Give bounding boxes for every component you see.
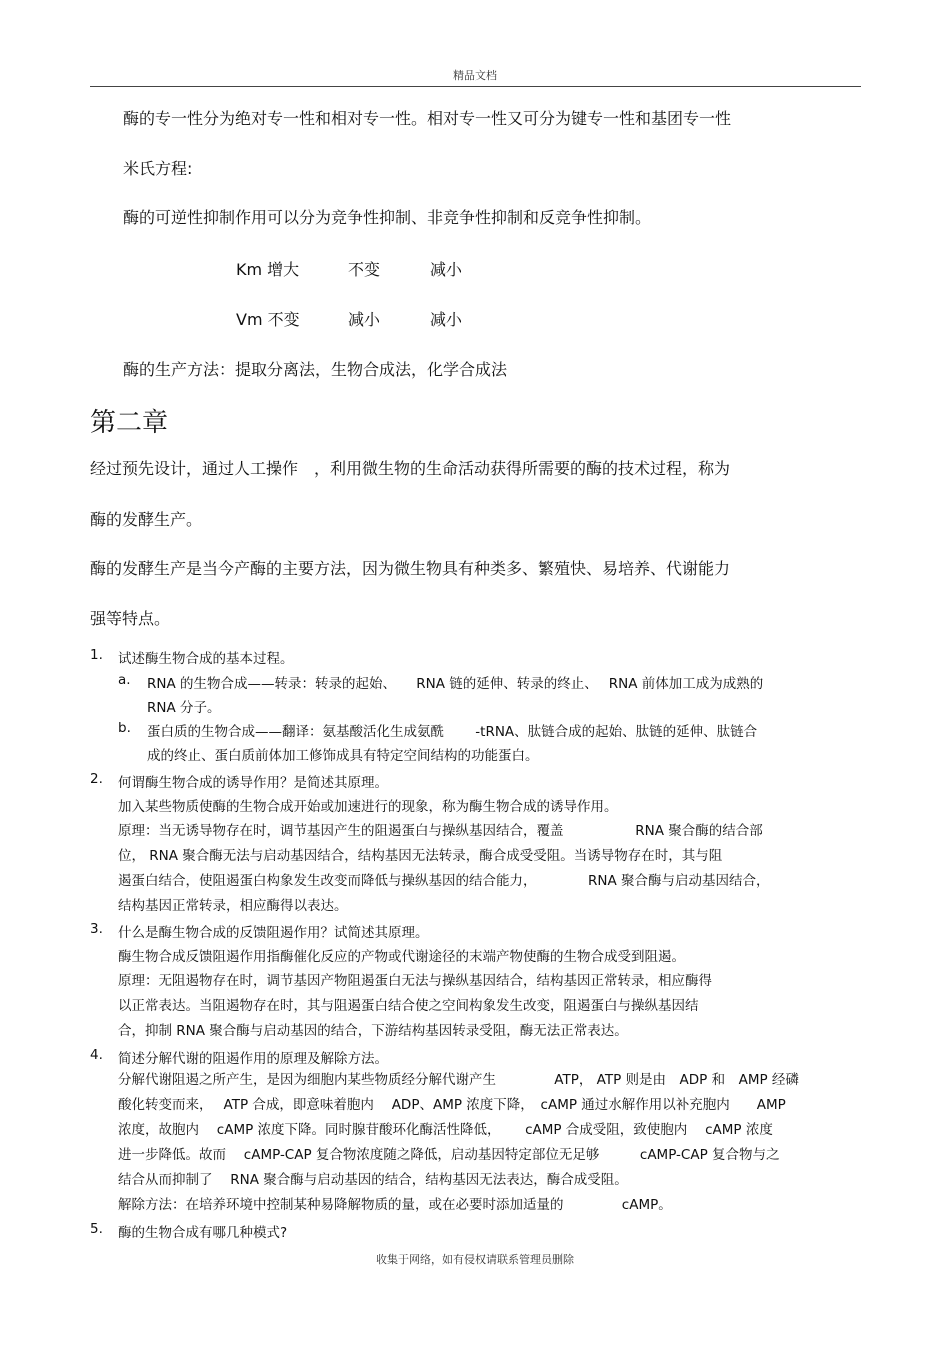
chapter-paragraph-1-cont: 酶的发酵生产。 <box>90 510 203 529</box>
item-line: 遏蛋白结合，使阻遏蛋白构象发生改变而降低与操纵基因的结合能力， RNA 聚合酶与启动基因结合， <box>118 873 770 889</box>
sub-item-line: 成的终止、蛋白质前体加工修饰成具有特定空间结构的功能蛋白。 <box>147 748 539 764</box>
item-question: 简述分解代谢的阻遏作用的原理及解除方法。 <box>118 1051 388 1067</box>
sub-item-line: 蛋白质的生物合成——翻译：氨基酸活化生成氨酰 -tRNA、肽链合成的起始、肽链的延伸、肽链合 <box>147 724 758 740</box>
page-footer: 收集于网络，如有侵权请联系管理员删除 <box>376 1253 574 1266</box>
chapter-title: 第二章 <box>90 408 169 438</box>
chapter-paragraph-1: 经过预先设计，通过人工操作 ，利用微生物的生命活动获得所需要的酶的技术过程，称为 <box>90 459 731 478</box>
table-cell: Vm 不变 <box>236 310 300 329</box>
item-number: 1. <box>90 647 103 663</box>
item-question: 何谓酶生物合成的诱导作用？是简述其原理。 <box>118 775 388 791</box>
sub-item-label: a. <box>118 672 131 688</box>
chapter-paragraph-2: 酶的发酵生产是当今产酶的主要方法，因为微生物具有种类多、繁殖快、易培养、代谢能力 <box>90 559 731 578</box>
item-line: 结合从而抑制了 RNA 聚合酶与启动基因的结合，结构基因无法表达，酶合成受阻。 <box>118 1172 628 1188</box>
item-number: 5. <box>90 1221 103 1237</box>
item-line: 原理：当无诱导物存在时，调节基因产生的阻遏蛋白与操纵基因结合，覆盖 RNA 聚合酶的结合部 <box>118 823 763 839</box>
item-line: 酶生物合成反馈阻遏作用指酶催化反应的产物或代谢途径的末端产物使酶的生物合成受到阻遏。 <box>118 949 685 965</box>
chapter-paragraph-2-cont: 强等特点。 <box>90 609 171 628</box>
table-cell: Km 增大 <box>236 260 300 279</box>
item-line: 加入某些物质使酶的生物合成开始或加速进行的现象，称为酶生物合成的诱导作用。 <box>118 799 618 815</box>
table-cell: 减小 <box>430 260 463 279</box>
table-cell: 减小 <box>430 310 463 329</box>
item-line: 解除方法：在培养环境中控制某种易降解物质的量，或在必要时添加适量的 cAMP。 <box>118 1197 672 1213</box>
item-question: 什么是酶生物合成的反馈阻遏作用？试简述其原理。 <box>118 925 429 941</box>
item-number: 3. <box>90 921 103 937</box>
intro-paragraph-1: 酶的专一性分为绝对专一性和相对专一性。相对专一性又可分为键专一性和基团专一性 <box>123 109 732 128</box>
item-question: 酶的生物合成有哪几种模式? <box>118 1225 288 1241</box>
item-question: 试述酶生物合成的基本过程。 <box>118 651 294 667</box>
sub-item-line: RNA 的生物合成——转录：转录的起始、 RNA 链的延伸、转录的终止、 RNA 前体加工成为成熟的 <box>147 676 764 692</box>
intro-paragraph-2: 米氏方程: <box>123 159 193 178</box>
intro-paragraph-4: 酶的生产方法：提取分离法，生物合成法，化学合成法 <box>123 360 508 379</box>
item-line: 结构基因正常转录，相应酶得以表达。 <box>118 898 348 914</box>
sub-item-line: RNA 分子。 <box>147 700 221 716</box>
item-number: 4. <box>90 1047 103 1063</box>
page-header: 精品文档 <box>453 69 497 82</box>
item-line: 进一步降低。故而 cAMP-CAP 复合物浓度随之降低，启动基因特定部位无足够 cAMP-CAP 复合物与之 <box>118 1147 780 1163</box>
item-line: 位， RNA 聚合酶无法与启动基因结合，结构基因无法转录，酶合成受受阻。当诱导物存在时，其与阻 <box>118 848 723 864</box>
item-line: 以正常表达。当阻遏物存在时，其与阻遏蛋白结合使之空间构象发生改变，阻遏蛋白与操纵基因结 <box>118 998 699 1014</box>
item-line: 合，抑制 RNA 聚合酶与启动基因的结合，下游结构基因转录受阻，酶无法正常表达。 <box>118 1023 628 1039</box>
item-line: 分解代谢阻遏之所产生，是因为细胞内某些物质经分解代谢产生 ATP， ATP 则是由 ADP 和 AMP 经磷 <box>118 1072 799 1088</box>
item-number: 2. <box>90 771 103 787</box>
table-cell: 不变 <box>348 260 381 279</box>
item-line: 酸化转变而来， ATP 合成，即意味着胞内 ADP、AMP 浓度下降， cAMP 通过水解作用以补充胞内 AMP <box>118 1097 786 1113</box>
sub-item-label: b. <box>118 720 131 736</box>
item-line: 原理：无阻遏物存在时，调节基因产物阻遏蛋白无法与操纵基因结合，结构基因正常转录，相应酶得 <box>118 973 712 989</box>
header-rule <box>90 86 861 87</box>
item-line: 浓度，故胞内 cAMP 浓度下降。同时腺苷酸环化酶活性降低， cAMP 合成受阻，致使胞内 cAMP 浓度 <box>118 1122 773 1138</box>
intro-paragraph-3: 酶的可逆性抑制作用可以分为竞争性抑制、非竞争性抑制和反竞争性抑制。 <box>123 208 652 227</box>
table-cell: 减小 <box>348 310 381 329</box>
